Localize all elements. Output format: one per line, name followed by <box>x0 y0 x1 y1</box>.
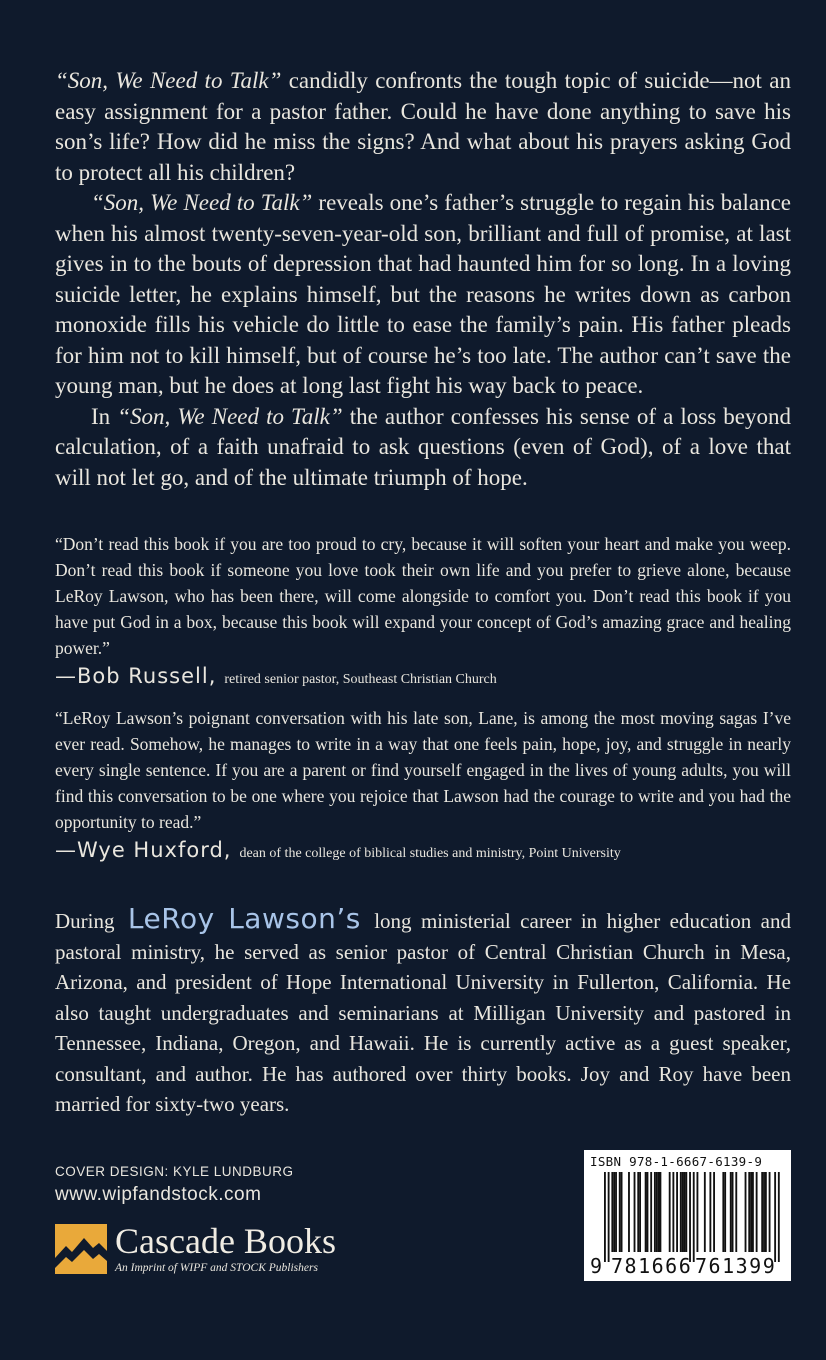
isbn-left-group: 781666 <box>611 1254 693 1278</box>
description-paragraph-2: “Son, We Need to Talk” reveals one’s father’s struggle to regain his balance when his almost twenty-seven-year-old son, brilliant and full of promise, at last gives in to the bouts of depression that had haunted him for so long. In a loving suicide letter, he explains himself, but the reasons he writes down as carbon monoxide fills his vehicle do little to ease the family’s pain. His father pleads for him not to kill himself, but of course he’s too late. The author can’t save the young man, but he does at long last fight his way back to peace. <box>55 190 791 398</box>
barcode-bar <box>756 1172 758 1252</box>
barcode-bar <box>684 1172 686 1252</box>
book-title: “Son, We Need to Talk” <box>117 403 343 429</box>
barcode-bar <box>735 1172 737 1252</box>
barcode-bar <box>658 1172 660 1252</box>
isbn-barcode <box>584 1150 791 1281</box>
barcode-bar <box>774 1172 776 1262</box>
book-description <box>55 66 791 493</box>
barcode-bar <box>613 1172 615 1252</box>
barcode-bar <box>682 1172 684 1252</box>
endorser-role: retired senior pastor, Southeast Christian Church <box>224 672 497 687</box>
publisher-website[interactable]: www.wipfandstock.com <box>55 1184 262 1205</box>
barcode-bar <box>689 1172 691 1262</box>
endorsement-1 <box>55 531 791 693</box>
endorsement-attribution <box>55 837 791 867</box>
barcode-bar <box>604 1172 606 1262</box>
barcode-bar <box>732 1172 734 1252</box>
barcode-bar <box>693 1172 695 1262</box>
barcode-bar <box>628 1172 630 1252</box>
endorser-name: —Wye Huxford, <box>55 838 232 862</box>
isbn-digits <box>584 1254 791 1278</box>
barcode-bar <box>654 1172 656 1252</box>
barcode-bar <box>619 1172 621 1252</box>
barcode-bar <box>697 1172 699 1252</box>
barcode-bar <box>704 1172 706 1252</box>
barcode-bar <box>615 1172 617 1252</box>
barcode-bar <box>752 1172 754 1252</box>
author-name: LeRoy Lawson’s <box>127 902 361 935</box>
barcode-bar <box>647 1172 649 1252</box>
barcode-bar <box>656 1172 658 1252</box>
endorsement-quote: “LeRoy Lawson’s poignant conversation with his late son, Lane, is among the most moving sagas I’ve ever read. Somehow, he manages to write in a way that one feels pain, hope, joy, and struggle in nearly every single sentence. If you are a parent or find yourself engaged in the lives of young adults, you will find this conversation to be one where you rejoice that Lawson had the courage to write and you had the opportunity to read.” <box>55 708 791 832</box>
barcode-bar <box>722 1172 724 1252</box>
publisher-name: Cascade Books <box>115 1221 336 1261</box>
book-title: “Son, We Need to Talk” <box>91 190 313 215</box>
barcode-bar <box>763 1172 765 1252</box>
isbn-lead-digit: 9 <box>590 1254 603 1278</box>
author-bio: During LeRoy Lawson’s long ministerial career in higher education and pastoral ministry, he served as senior pastor of Central Christian Church in Mesa, Arizona, and president of Hope International University in Fullerton, California. He also taught undergraduates and seminarians at Milligan University and pastored in Tennessee, Indiana, Oregon, and Hawaii. He is currently active as a guest speaker, consultant, and author. He has authored over thirty books. Joy and Roy have been married for sixty-two years. <box>55 902 791 1116</box>
isbn-right-group: 761399 <box>695 1254 777 1278</box>
barcode-bar <box>709 1172 711 1252</box>
barcode-bar <box>748 1172 750 1252</box>
barcode-bar <box>745 1172 747 1252</box>
endorser-name: —Bob Russell, <box>55 664 217 688</box>
cover-design-credit: COVER DESIGN: KYLE LUNDBURG <box>55 1164 294 1179</box>
barcode-bar <box>769 1172 771 1252</box>
description-paragraph-1: “Son, We Need to Talk” candidly confronts the tough topic of suicide—not an easy assignment for a pastor father. Could he have done anything to save his son’s life? How did he miss the signs? And what about his prayers asking God to protect all his children? <box>55 68 791 185</box>
description-paragraph-3: In “Son, We Need to Talk” the author confesses his sense of a loss beyond calculation, of a faith unafraid to ask questions (even of God), of a love that will not let go, and of the ultimate triumph of hope. <box>55 403 791 490</box>
book-title: “Son, We Need to Talk” <box>55 68 282 93</box>
barcode-bar <box>765 1172 767 1252</box>
barcode-bar <box>645 1172 647 1252</box>
barcode-bar <box>676 1172 678 1252</box>
barcode-bar <box>672 1172 674 1252</box>
barcode-bar <box>750 1172 752 1252</box>
barcode-bar <box>650 1172 652 1252</box>
barcode-bar <box>608 1172 610 1262</box>
barcode-bar <box>611 1172 613 1252</box>
endorsement-quote: “Don’t read this book if you are too proud to cry, because it will soften your heart and make you weep. Don’t read this book if someone you love took their own life and you prefer to grieve alone, because LeRoy Lawson, who has been there, will come alongside to comfort you. Don’t read this book if you have put God in a box, because this book will expand your concept of God’s amazing grace and healing power.” <box>55 534 791 658</box>
isbn-label: ISBN 978-1-6667-6139-9 <box>590 1154 763 1169</box>
barcode-bar <box>621 1172 623 1252</box>
barcode-bar <box>730 1172 732 1252</box>
barcode-bar <box>669 1172 671 1252</box>
barcode-bar <box>637 1172 639 1252</box>
publisher-logo <box>55 1220 385 1280</box>
barcode-bar <box>713 1172 715 1252</box>
barcode-bar <box>778 1172 780 1262</box>
barcode-bar <box>724 1172 726 1252</box>
endorsement-2 <box>55 705 791 867</box>
barcode-bar <box>660 1172 662 1252</box>
barcode-bar <box>761 1172 763 1252</box>
publisher-tagline: An Imprint of WIPF and STOCK Publishers <box>115 1262 318 1274</box>
barcode-bar <box>639 1172 641 1252</box>
endorser-role: dean of the college of biblical studies and ministry, Point University <box>239 846 621 861</box>
barcode-bar <box>680 1172 682 1252</box>
endorsement-attribution <box>55 663 791 693</box>
barcode-bar <box>685 1172 687 1252</box>
mountain-logo-icon <box>55 1224 107 1274</box>
barcode-bar <box>634 1172 636 1252</box>
